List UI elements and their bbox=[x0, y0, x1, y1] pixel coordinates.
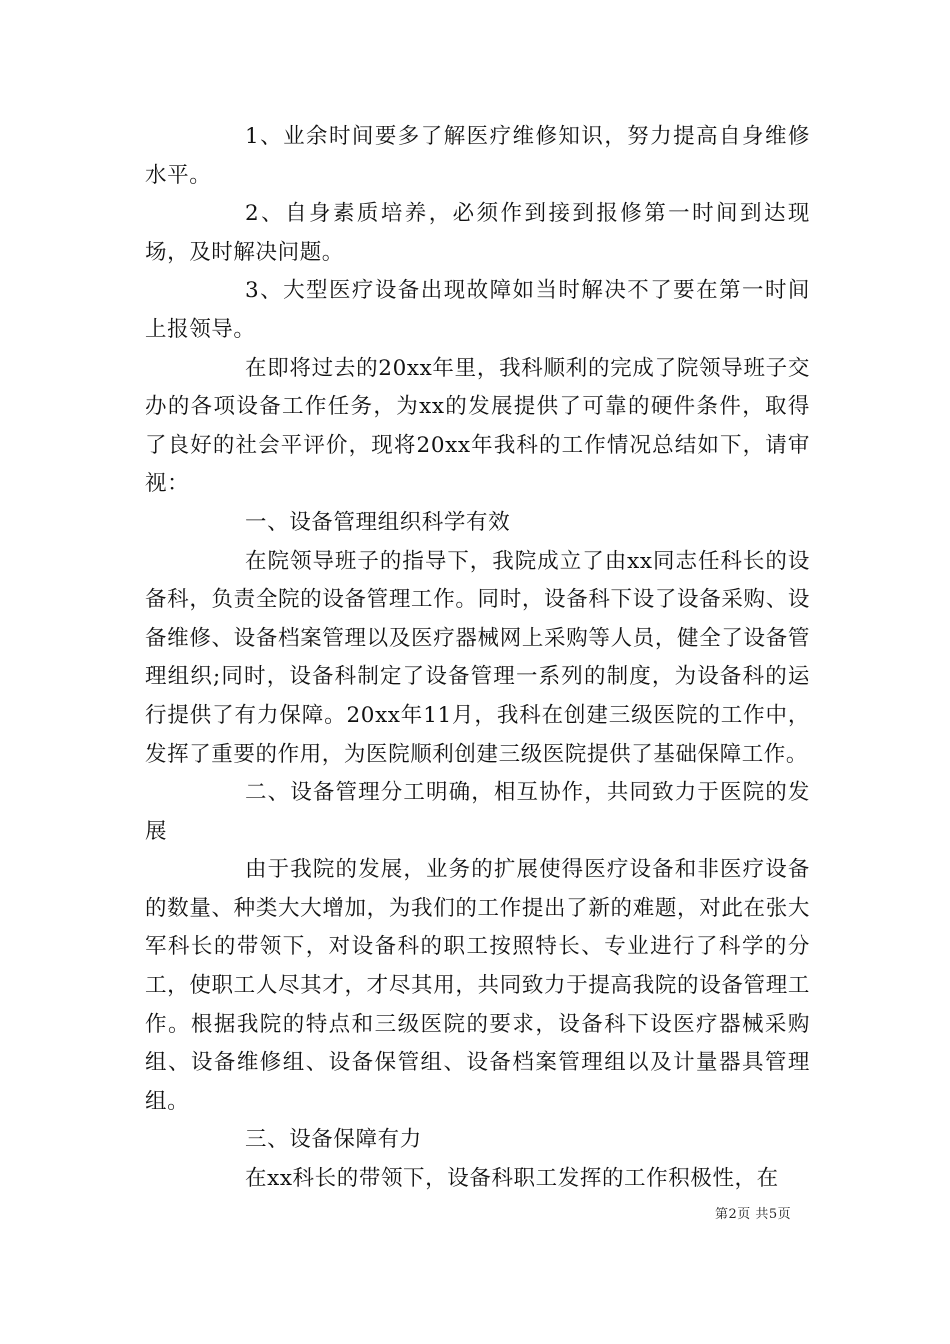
paragraph-item-3: 3、大型医疗设备出现故障如当时解决不了要在第一时间上报领导。 bbox=[145, 278, 810, 342]
intro-paragraph: 在即将过去的20xx年里，我科顺利的完成了院领导班子交办的各项设备工作任务，为xx的发展提供了可靠的硬件条件，取得了良好的社会平评价，现将20xx年我科的工作情况总结如下，请审视： bbox=[145, 355, 810, 497]
section-paragraph-2: 由于我院的发展，业务的扩展使得医疗设备和非医疗设备的数量、种类大大增加，为我们的工作提出了新的难题，对此在张大军科长的带领下，对设备科的职工按照特长、专业进行了科学的分工，使职工人尽其才，才尽其用，共同致力于提高我院的设备管理工作。根据我院的特点和三级医院的要求，设备科下设医疗器械采购组、设备维修组、设备保管组、设备档案管理组以及计量器具管理组。 bbox=[145, 857, 810, 1114]
section-heading-1: 一、设备管理组织科学有效 bbox=[245, 509, 511, 535]
section-paragraph-1: 在院领导班子的指导下，我院成立了由xx同志任科长的设备科，负责全院的设备管理工作。同时，设备科下设了设备采购、设备维修、设备档案管理以及医疗器械网上采购等人员，健全了设备管理组织;同时，设备科制定了设备管理一系列的制度，为设备科的运行提供了有力保障。20xx年11月，我科在创建三级医院的工作中，发挥了重要的作用，为医院顺利创建三级医院提供了基础保障工作。 bbox=[145, 548, 810, 767]
document-body bbox=[145, 118, 810, 1199]
paragraph-item-2: 2、自身素质培养，必须作到接到报修第一时间到达现场，及时解决问题。 bbox=[145, 201, 810, 265]
section-heading-3: 三、设备保障有力 bbox=[245, 1127, 422, 1153]
paragraph-item-1: 1、业余时间要多了解医疗维修知识，努力提高自身维修水平。 bbox=[145, 124, 810, 188]
section-paragraph-3: 在xx科长的带领下，设备科职工发挥的工作积极性，在 bbox=[245, 1166, 779, 1192]
section-heading-2: 二、设备管理分工明确，相互协作，共同致力于医院的发展 bbox=[145, 780, 810, 844]
page-number-footer: 第2页 共5页 bbox=[715, 1207, 792, 1222]
